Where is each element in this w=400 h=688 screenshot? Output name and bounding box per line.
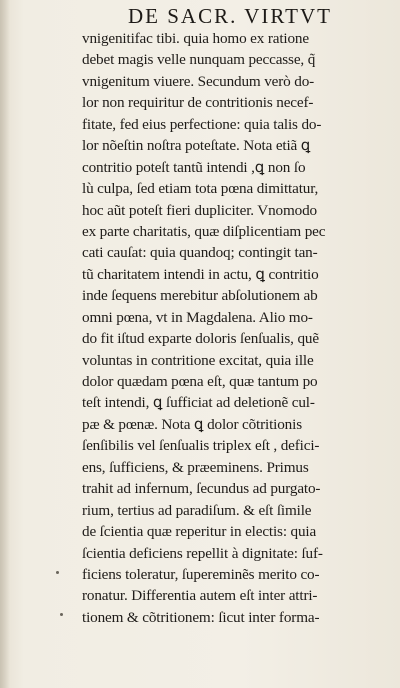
text-line: vnigenitum viuere. Secundum verò do- [82,72,315,90]
text-line: ſenſibilis vel ſenſualis triplex eſt , defici- [82,437,320,455]
text-line: voluntas in contritione excitat, quia ille [82,351,314,369]
text-line: ens, ſufficiens, & præeminens. Primus [82,458,309,476]
text-line: ſcientia deficiens repellit à dignitate: ſuf- [82,544,323,562]
text-line: ronatur. Differentia autem eſt inter attri- [82,587,318,605]
text-line: fitate, fed eius perfectione: quia talis do- [82,115,322,133]
margin-speck [56,571,59,574]
text-line: ex parte charitatis, quæ diſplicentiam pec [82,222,326,240]
body-text [82,28,392,628]
text-line: trahit ad infernum, ſecundus ad purgato- [82,480,321,498]
text-line: contritio poteſt tantũ intendi ,ꝗ non ſo [82,158,306,176]
text-line: cati cauſat: quia quandoq; contingit tan- [82,244,318,262]
text-line: dolor quædam pœna eſt, quæ tantum po [82,373,318,390]
text-line: tũ charitatem intendi in actu, ꝗ contritio [82,265,319,283]
text-line: tionem & cõtritionem: ſicut inter forma- [82,608,320,626]
text-line: rium, tertius ad paradiſum. & eſt ſimile [82,501,312,519]
text-line: inde ſequens merebitur abſolutionem ab [82,287,318,305]
text-line: omni pœna, vt in Magdalena. Alio mo- [82,308,313,326]
left-margin [0,0,80,688]
text-line: de ſcientia quæ reperitur in electis: quia [82,523,317,541]
text-line: teſt intendi, ꝗ ſufficiat ad deletionẽ cul- [82,394,315,412]
text-line: debet magis velle nunquam peccasse, q̃ [82,51,316,69]
text-line: ficiens toleratur, ſupereminẽs merito co- [82,565,320,583]
text-line: lor non requiritur de contritionis necef- [82,94,314,112]
text-line: lor nõeſtin noſtra poteſtate. Nota etiã ꝗ [82,137,311,155]
text-line: do fit iſtud exparte doloris ſenſualis, quẽ [82,330,319,348]
text-line: lù culpa, ſed etiam tota pœna dimittatur, [82,180,319,198]
text-line: hoc aũt poteſt fieri dupliciter. Vnomodo [82,201,317,219]
running-head: DE SACR. VIRTVT [128,4,332,28]
text-line: vnigenitifac tibi. quia homo ex ratione [82,30,309,47]
text-line: pæ & pœnæ. Nota ꝗ dolor cõtritionis [82,415,302,433]
margin-speck [60,613,63,616]
